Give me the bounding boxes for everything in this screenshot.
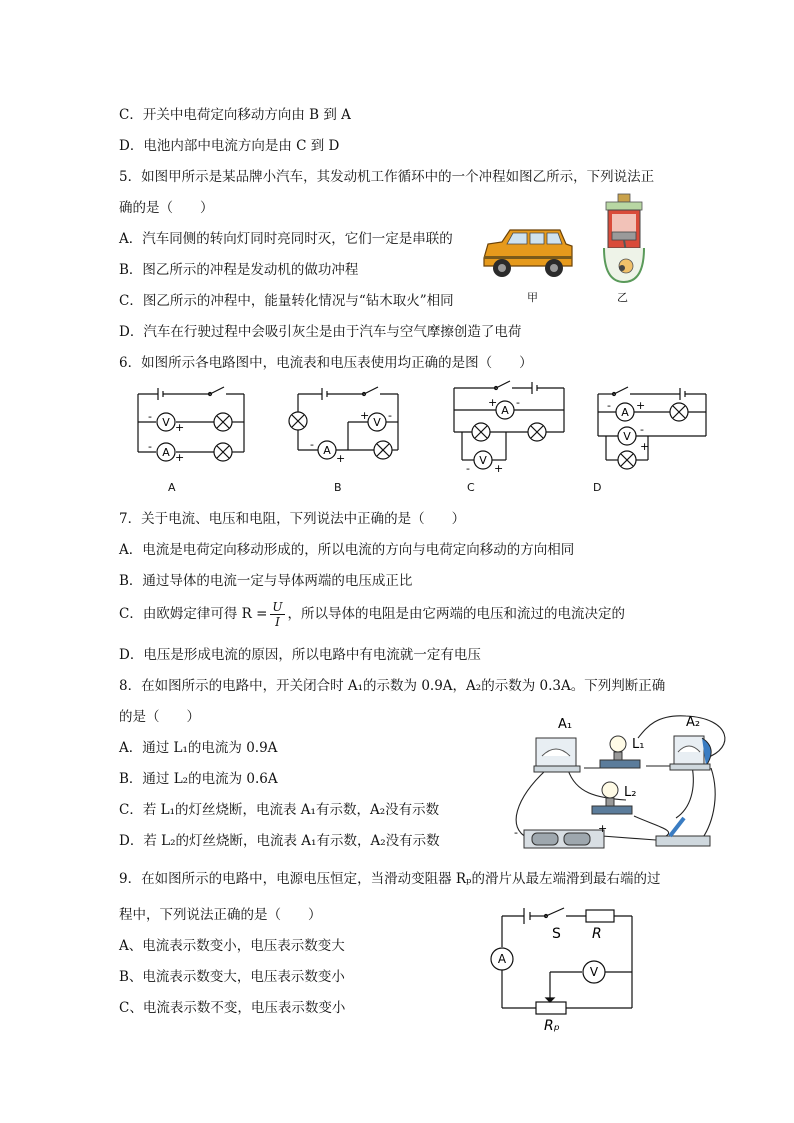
q7-option-b: B．通过导体的电流一定与导体两端的电压成正比: [119, 573, 413, 589]
terminal-plus: +: [494, 462, 504, 472]
terminal-minus: -: [310, 438, 314, 451]
q8-option-b: B．通过 L₂的电流为 0.6A: [119, 771, 278, 787]
q5-stem-line1: 5．如图甲所示是某品牌小汽车，其发动机工作循环中的一个冲程如图乙所示，下列说法正: [119, 169, 655, 185]
battery-negative-terminal: -: [514, 826, 518, 839]
circuit-diagram-c: [448, 376, 572, 472]
terminal-plus: +: [175, 451, 185, 464]
terminal-plus: +: [488, 396, 498, 409]
q9-stem-line1: 9．在如图所示的电路中，电源电压恒定，当滑动变阻器 Rₚ的滑片从最左端滑到最右端的过: [119, 871, 661, 887]
q7-stem: 7．关于电流、电压和电阻，下列说法中正确的是（ ）: [119, 511, 466, 527]
physical-circuit-illustration: [506, 708, 730, 858]
q9-stem-line2: 程中，下列说法正确的是（ ）: [119, 907, 322, 923]
rheostat-label: Rₚ: [544, 1018, 560, 1032]
q5-option-b: B．图乙所示的冲程是发动机的做功冲程: [119, 262, 359, 278]
q5-option-d: D．汽车在行驶过程中会吸引灰尘是由于汽车与空气摩擦创造了电荷: [119, 324, 522, 340]
ammeter-symbol: A: [162, 446, 170, 459]
ammeter-a2-label: A₂: [686, 715, 701, 730]
q4-option-c: C．开关中电荷定向移动方向由 B 到 A: [119, 107, 351, 123]
ammeter-symbol: A: [497, 952, 507, 966]
q7-option-a: A．电流是电荷定向移动形成的，所以电流的方向与电荷定向移动的方向相同: [119, 542, 575, 558]
voltmeter-symbol: V: [623, 430, 631, 443]
figure-label-jia: 甲: [527, 291, 538, 304]
terminal-plus: +: [640, 440, 650, 453]
q7-option-c-suffix: ，所以导体的电阻是由它两端的电压和流过的电流决定的: [287, 606, 626, 622]
car-illustration: [478, 222, 578, 284]
resistor-label: R: [592, 926, 602, 942]
q9-option-b: B、电流表示数变大，电压表示数变小: [119, 969, 345, 985]
terminal-minus: -: [388, 409, 392, 422]
circuit-label-a: A: [168, 481, 176, 494]
switch-label: S: [552, 926, 561, 942]
q8-stem-line2: 的是（ ）: [119, 709, 200, 725]
q7-option-c: [119, 600, 625, 629]
circuit-label-d: D: [593, 481, 602, 494]
terminal-minus: -: [148, 410, 152, 423]
q6-stem: 6．如图所示各电路图中，电流表和电压表使用均正确的是图（ ）: [119, 355, 533, 371]
circuit-diagram-a: [130, 382, 252, 464]
ammeter-symbol: A: [621, 406, 629, 419]
terminal-plus: +: [360, 409, 370, 422]
q7-option-d: D．电压是形成电流的原因，所以电路中有电流就一定有电压: [119, 647, 481, 663]
q5-option-a: A．汽车同侧的转向灯同时亮同时灭，它们一定是串联的: [119, 231, 453, 247]
q4-option-d: D．电池内部中电流方向是由 C 到 D: [119, 138, 340, 154]
q8-option-a: A．通过 L₁的电流为 0.9A: [119, 740, 278, 756]
lamp-l2-label: L₂: [624, 785, 637, 800]
q8-option-d: D．若 L₂的灯丝烧断，电流表 A₁有示数，A₂没有示数: [119, 833, 440, 849]
terminal-minus: -: [640, 423, 644, 436]
terminal-minus: -: [466, 462, 470, 472]
lamp-l1-label: L₁: [632, 737, 645, 752]
battery-positive-terminal: +: [598, 822, 608, 835]
fraction-denominator: I: [275, 615, 280, 629]
ammeter-symbol: A: [501, 404, 509, 417]
q5-stem-line2: 确的是（ ）: [119, 200, 214, 216]
engine-stroke-illustration: [596, 192, 652, 284]
circuit-diagram-b: [286, 382, 408, 468]
terminal-minus: -: [607, 399, 611, 412]
q8-option-c: C．若 L₁的灯丝烧断，电流表 A₁有示数，A₂没有示数: [119, 802, 440, 818]
terminal-minus: -: [148, 440, 152, 453]
terminal-plus: +: [636, 399, 646, 412]
terminal-plus: +: [336, 452, 346, 465]
rheostat-circuit-diagram: [488, 902, 648, 1032]
terminal-plus: +: [175, 421, 185, 434]
q9-option-c: C、电流表示数不变，电压表示数变小: [119, 1000, 346, 1016]
ohm-law-fraction: [270, 600, 284, 629]
voltmeter-symbol: V: [589, 965, 599, 979]
circuit-label-c: C: [467, 481, 475, 494]
terminal-minus: -: [516, 396, 520, 409]
circuit-diagram-d: [592, 382, 714, 478]
q8-stem-line1: 8．在如图所示的电路中，开关闭合时 A₁的示数为 0.9A，A₂的示数为 0.3A。下列判断正确: [119, 678, 666, 694]
fraction-numerator: U: [272, 600, 283, 614]
circuit-label-b: B: [334, 481, 342, 494]
figure-label-yi: 乙: [617, 291, 628, 304]
q9-option-a: A、电流表示数变小，电压表示数变大: [119, 938, 345, 954]
voltmeter-symbol: V: [162, 416, 170, 429]
q5-option-c: C．图乙所示的冲程中，能量转化情况与“钻木取火”相同: [119, 293, 454, 309]
q7-option-c-prefix: C．由欧姆定律可得 R =: [119, 606, 268, 622]
voltmeter-symbol: V: [479, 454, 487, 467]
ammeter-a1-label: A₁: [558, 717, 573, 732]
voltmeter-symbol: V: [373, 416, 381, 429]
ammeter-symbol: A: [323, 444, 331, 457]
